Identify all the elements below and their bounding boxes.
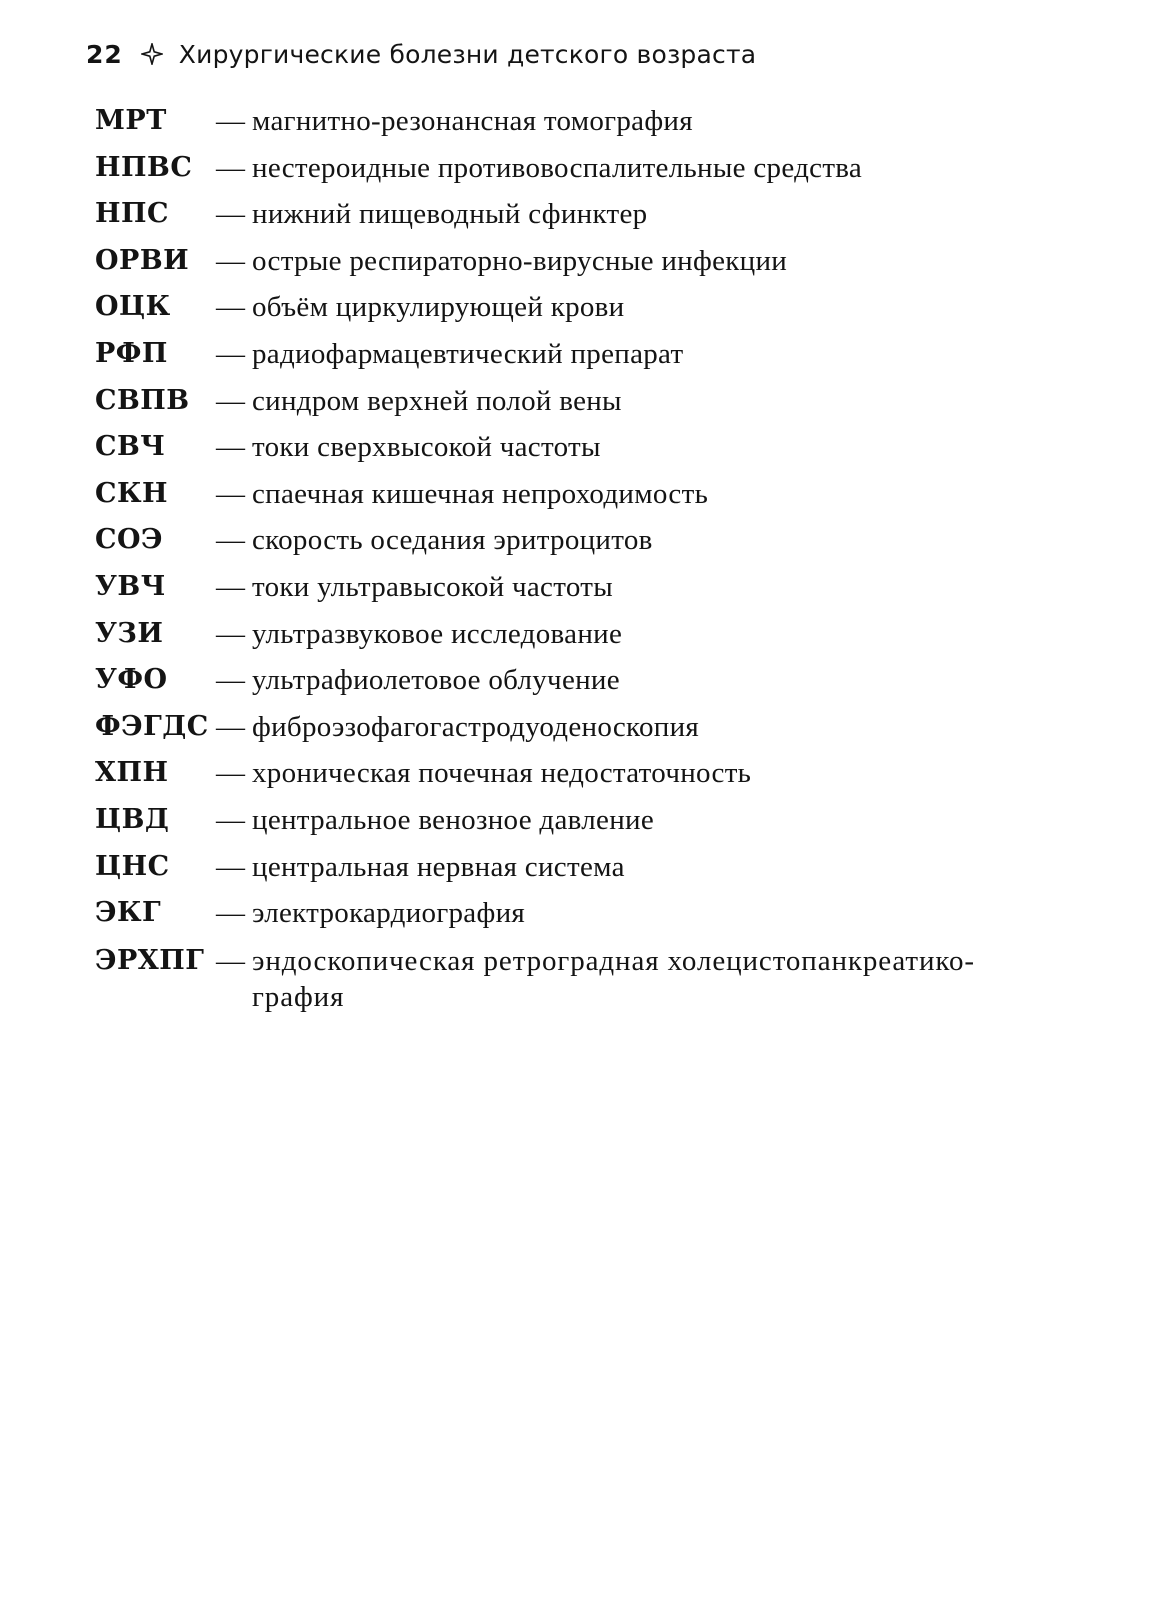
abbreviation-definition: острые респираторно-вирусные инфекции xyxy=(252,244,788,277)
abbreviation-definition: ультразвуковое исследование xyxy=(252,617,623,650)
em-dash: — xyxy=(216,757,245,790)
abbreviation-definition: электрокардиография xyxy=(252,897,526,930)
em-dash: — xyxy=(216,617,245,650)
abbreviation-definition: магнитно-резонансная томография xyxy=(252,105,693,137)
abbreviation-definition: центральная нервная система xyxy=(252,850,625,883)
em-dash: — xyxy=(216,710,245,743)
abbreviation-entry xyxy=(95,517,1055,564)
abbreviation-definition: токи сверхвысокой частоты xyxy=(252,431,601,464)
abbreviation-entry xyxy=(95,98,1055,145)
em-dash: — xyxy=(216,944,245,977)
abbreviation-term: СКН xyxy=(95,477,169,509)
em-dash: — xyxy=(216,244,245,277)
abbreviation-term: УЗИ xyxy=(95,617,164,649)
abbreviation-entry xyxy=(95,564,1055,611)
abbreviation-entry xyxy=(95,844,1055,891)
abbreviation-term: УФО xyxy=(95,664,168,696)
abbreviation-entry xyxy=(95,611,1055,658)
abbreviation-entry xyxy=(95,191,1055,238)
abbreviation-definition: нестероидные противовоспалительные средства xyxy=(252,151,863,184)
abbreviation-list xyxy=(95,98,1055,1015)
abbreviation-term: НПВС xyxy=(95,151,193,183)
abbreviation-entry xyxy=(95,471,1055,518)
abbreviation-term: ЭКГ xyxy=(95,897,162,929)
abbreviation-definition: ультрафиолетовое облучение xyxy=(252,664,620,697)
abbreviation-entry xyxy=(95,750,1055,797)
em-dash: — xyxy=(216,803,245,836)
abbreviation-term: МРТ xyxy=(95,105,167,136)
abbreviation-term: СВЧ xyxy=(95,431,166,463)
em-dash: — xyxy=(216,664,245,697)
abbreviation-entry xyxy=(95,331,1055,378)
abbreviation-definition: фиброэзофагогастродуоденоскопия xyxy=(252,710,700,743)
page-number: 22 xyxy=(86,39,123,69)
abbreviation-definition: эндоскопическая ретроградная холецистопанкреатико-графия xyxy=(252,944,975,1013)
abbreviation-entry xyxy=(95,657,1055,704)
abbreviation-term: ХПН xyxy=(95,757,169,789)
abbreviation-definition: центральное венозное давление xyxy=(252,803,655,836)
book-title: Хирургические болезни детского возраста xyxy=(178,39,757,69)
abbreviation-entry xyxy=(95,704,1055,751)
em-dash: — xyxy=(216,850,245,883)
em-dash: — xyxy=(216,105,245,137)
four-point-star-icon xyxy=(141,43,163,65)
abbreviation-definition: токи ультравысокой частоты xyxy=(252,570,613,603)
abbreviation-entry xyxy=(95,284,1055,331)
abbreviation-term: ФЭГДС xyxy=(95,710,209,742)
abbreviation-term: ОРВИ xyxy=(95,244,190,276)
abbreviation-term: ЦВД xyxy=(95,803,170,835)
abbreviation-term: ЦНС xyxy=(95,850,170,882)
abbreviation-entry xyxy=(95,378,1055,425)
abbreviation-definition: хроническая почечная недостаточность xyxy=(252,757,752,790)
em-dash: — xyxy=(216,198,245,231)
em-dash: — xyxy=(216,337,245,370)
abbreviation-term: ОЦК xyxy=(95,291,171,323)
abbreviation-term: УВЧ xyxy=(95,570,166,602)
em-dash: — xyxy=(216,570,245,603)
abbreviation-entry xyxy=(95,937,1055,1015)
abbreviation-term: СВПВ xyxy=(95,384,190,416)
running-head xyxy=(86,34,756,74)
abbreviation-entry xyxy=(95,797,1055,844)
em-dash: — xyxy=(216,291,245,324)
em-dash: — xyxy=(216,524,245,557)
abbreviation-entry xyxy=(95,424,1055,471)
abbreviation-definition: нижний пищеводный сфинктер xyxy=(252,198,648,231)
abbreviation-entry xyxy=(95,238,1055,285)
em-dash: — xyxy=(216,431,245,464)
abbreviation-term: СОЭ xyxy=(95,524,163,556)
em-dash: — xyxy=(216,897,245,930)
abbreviation-definition: объём циркулирующей крови xyxy=(252,291,625,324)
abbreviation-entry xyxy=(95,890,1055,937)
em-dash: — xyxy=(216,384,245,417)
abbreviation-entry xyxy=(95,145,1055,192)
abbreviation-definition: спаечная кишечная непроходимость xyxy=(252,477,709,510)
abbreviation-term: ЭРХПГ xyxy=(95,944,205,976)
em-dash: — xyxy=(216,477,245,510)
abbreviation-definition: синдром верхней полой вены xyxy=(252,384,622,417)
em-dash: — xyxy=(216,151,245,184)
abbreviation-term: РФП xyxy=(95,337,168,369)
abbreviation-definition: скорость оседания эритроцитов xyxy=(252,524,653,557)
abbreviation-definition: радиофармацевтический препарат xyxy=(252,337,684,370)
abbreviation-term: НПС xyxy=(95,198,169,230)
